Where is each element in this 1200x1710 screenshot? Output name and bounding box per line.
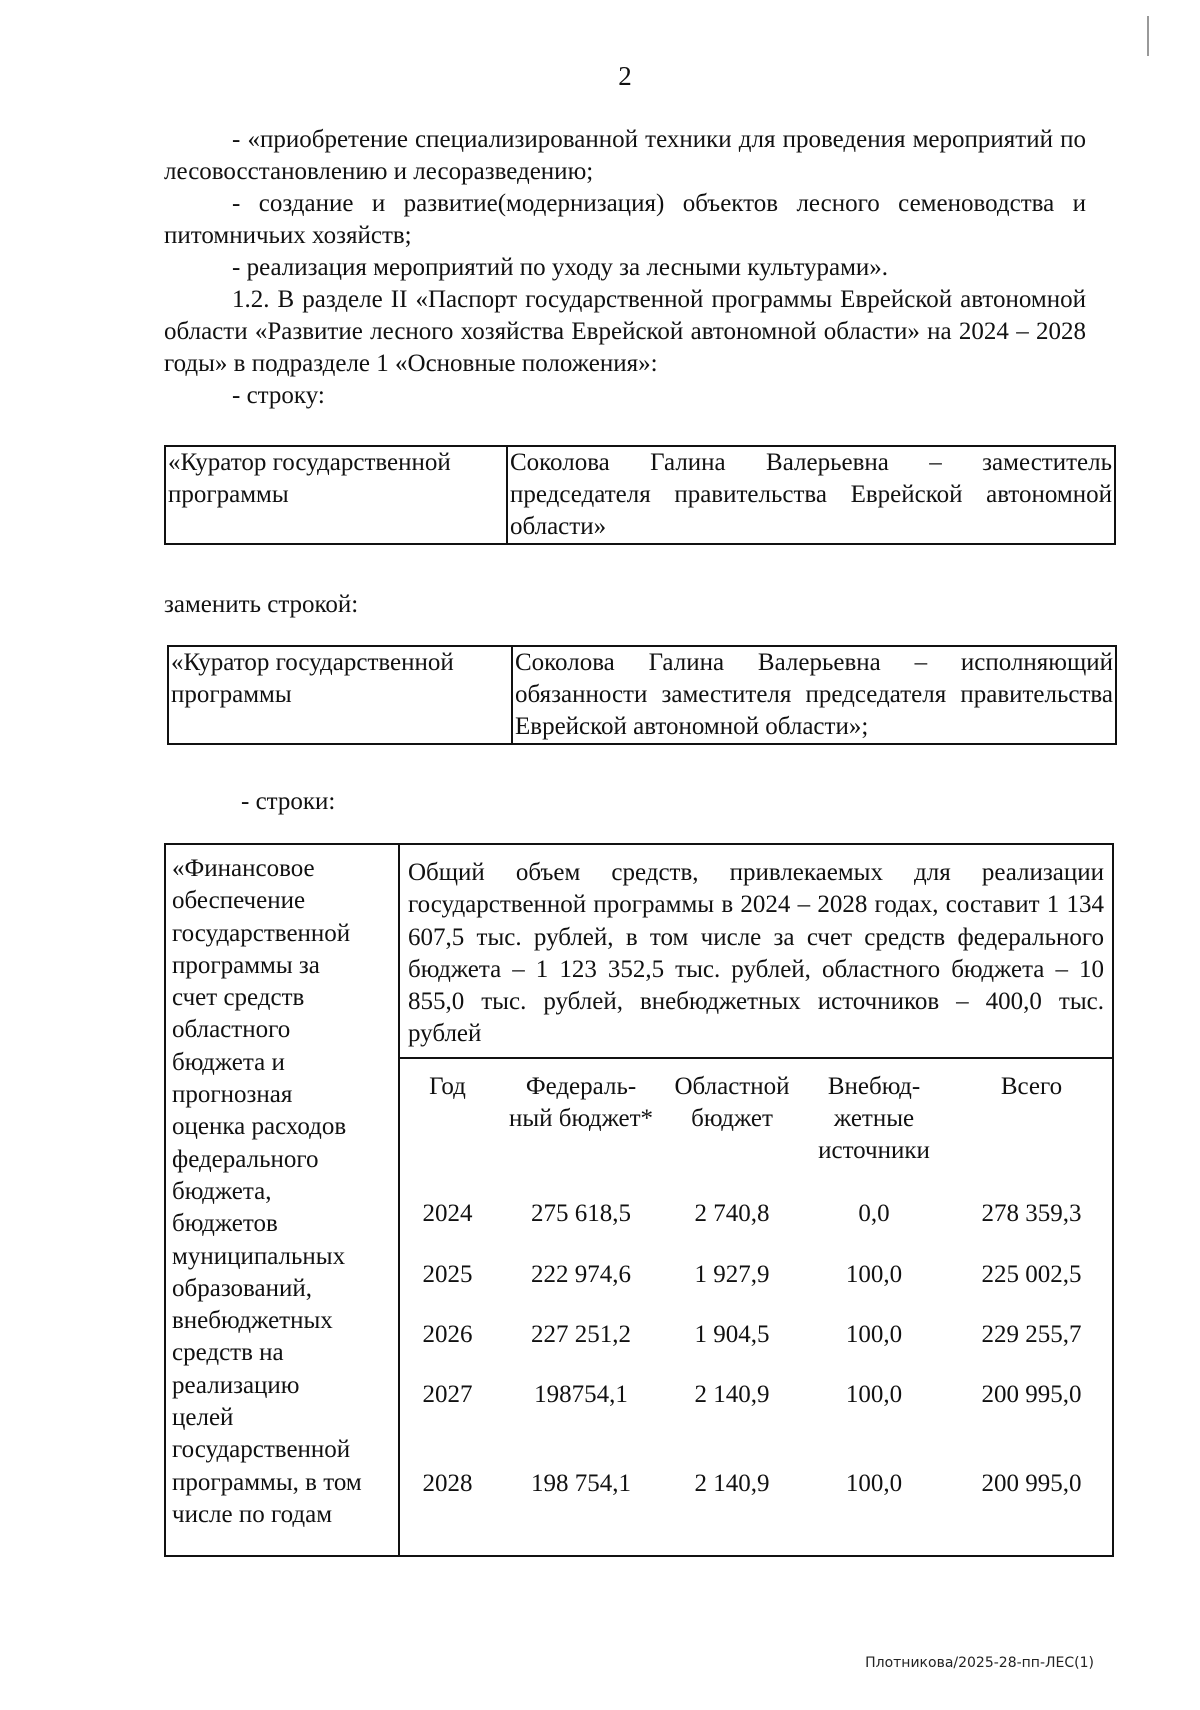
intro-text [164, 124, 1086, 412]
finance-label: «Финансовое обеспечение государственной программы за счет средств областного бюджета и прогнозная оценка расходов федерального бюджета, бюджетов муниципальных образований, внебюджетных средств на реализацию целей государственной программы, в том числе по годам [165, 844, 399, 1556]
old-curator-label: «Куратор государственной программы [165, 446, 507, 544]
year-table-header [400, 1059, 1112, 1183]
table-row [400, 1245, 1112, 1305]
header-year: Год [429, 1072, 466, 1100]
page-number: 2 [618, 61, 632, 91]
cell-year: 2028 [422, 1469, 473, 1497]
table-row [400, 1183, 1112, 1245]
cell-federal: 198754,1 [534, 1380, 628, 1408]
new-curator-value: Соколова Галина Валерьевна – исполняющий обязанности заместителя председателя правительства Еврейской автономной области»; [512, 646, 1116, 744]
new-curator-label: «Куратор государственной программы [168, 646, 512, 744]
header-total: Всего [1000, 1072, 1063, 1100]
cell-regional: 2 140,9 [694, 1469, 770, 1497]
scan-edge-mark [1147, 16, 1149, 56]
table-row [400, 1365, 1112, 1425]
finance-table [164, 843, 1114, 1557]
cell-year: 2024 [422, 1199, 473, 1227]
year-breakdown-table [400, 1059, 1112, 1543]
cell-extrabudget: 100,0 [845, 1469, 903, 1497]
cell-extrabudget: 100,0 [845, 1260, 903, 1288]
table-row [400, 1425, 1112, 1543]
cell-extrabudget: 100,0 [845, 1380, 903, 1408]
paragraph-line-label: - строку: [232, 382, 325, 409]
cell-year: 2027 [422, 1380, 473, 1408]
header-extrabudget: Внебюд- жетные источники [818, 1072, 930, 1164]
cell-federal: 227 251,2 [531, 1320, 631, 1348]
cell-regional: 1 927,9 [694, 1260, 770, 1288]
cell-federal: 222 974,6 [531, 1260, 631, 1288]
cell-total: 229 255,7 [981, 1320, 1082, 1348]
paragraph-equipment: - «приобретение специализированной техники для проведения мероприятий по лесовосстановлению и лесоразведению; [164, 126, 1086, 185]
cell-year: 2026 [422, 1320, 473, 1348]
header-federal: Федераль- ный бюджет* [508, 1072, 654, 1132]
new-curator-table [167, 645, 1117, 745]
old-curator-table [164, 445, 1116, 545]
cell-total: 200 995,0 [981, 1469, 1082, 1497]
cell-federal: 275 618,5 [531, 1199, 631, 1227]
cell-federal: 198 754,1 [531, 1469, 631, 1497]
replace-label: заменить строкой: [164, 591, 359, 618]
cell-year: 2025 [422, 1260, 473, 1288]
old-curator-value: Соколова Галина Валерьевна – заместитель председателя правительства Еврейской автономной области» [507, 446, 1115, 544]
finance-content [399, 844, 1113, 1556]
cell-regional: 1 904,5 [694, 1320, 770, 1348]
document-code: Плотникова/2025-28-пп-ЛЕС(1) [865, 1655, 1094, 1671]
cell-total: 278 359,3 [981, 1199, 1082, 1227]
cell-extrabudget: 0,0 [858, 1199, 890, 1227]
finance-summary: Общий объем средств, привлекаемых для реализации государственной программы в 2024 – 2028 годах, составит 1 134 607,5 тыс. рублей, в том числе за счет средств федерального бюджета – 1 123 352,5 тыс. рублей, областного бюджета – 10 855,0 тыс. рублей, внебюджетных источников – 400,0 тыс. рублей [400, 845, 1112, 1059]
cell-regional: 2 140,9 [694, 1380, 770, 1408]
paragraph-section-ii: 1.2. В разделе II «Паспорт государственной программы Еврейской автономной области «Развитие лесного хозяйства Еврейской автономной области» на 2024 – 2028 годы» в подразделе 1 «Основные положения»: [164, 286, 1086, 377]
paragraph-forest-care: - реализация мероприятий по уходу за лесными культурами». [232, 254, 889, 281]
header-regional: Областной бюджет [674, 1072, 790, 1132]
cell-regional: 2 740,8 [694, 1199, 770, 1227]
rows-label: - строки: [241, 788, 336, 815]
table-row [400, 1305, 1112, 1365]
cell-total: 225 002,5 [981, 1260, 1082, 1288]
cell-extrabudget: 100,0 [845, 1320, 903, 1348]
cell-total: 200 995,0 [981, 1380, 1082, 1408]
paragraph-seed-farms: - создание и развитие(модернизация) объектов лесного семеноводства и питомничьих хозяйств; [164, 190, 1086, 249]
